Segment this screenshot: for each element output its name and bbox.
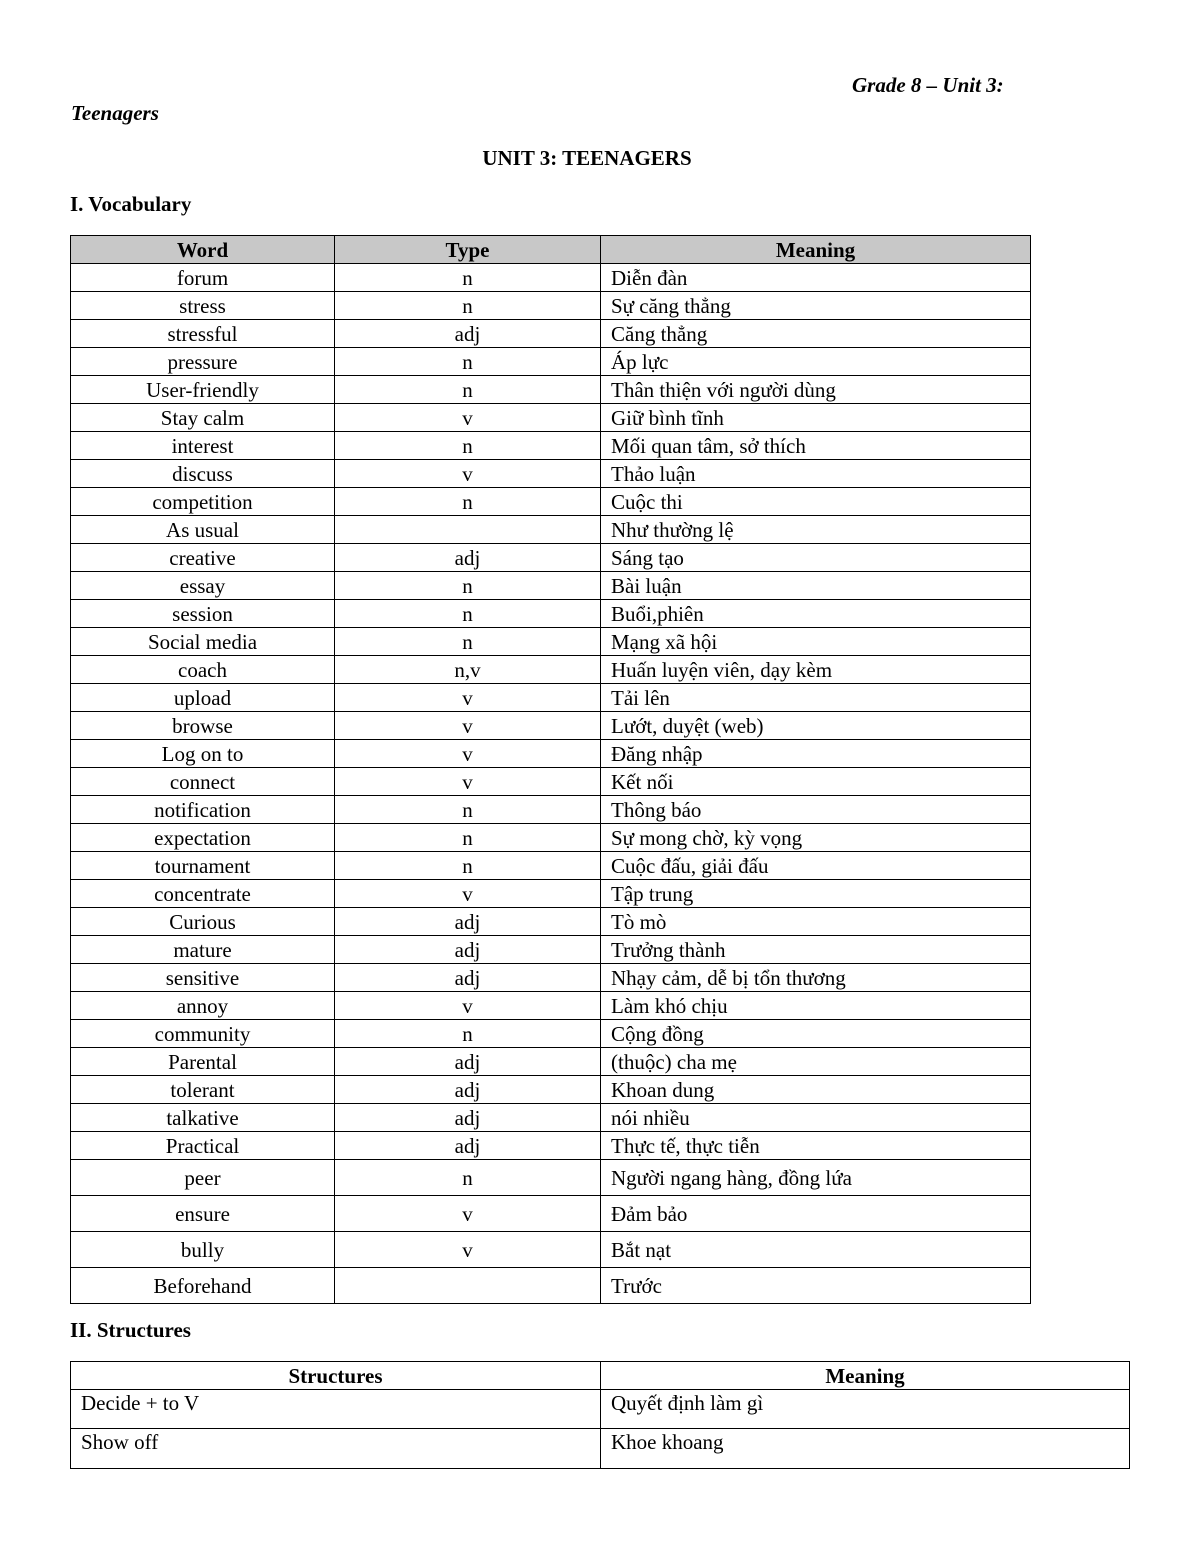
meaning-cell: Đăng nhập xyxy=(601,740,1031,768)
meaning-cell: Huấn luyện viên, dạy kèm xyxy=(601,656,1031,684)
meaning-cell: Cuộc thi xyxy=(601,488,1031,516)
table-row xyxy=(71,880,1031,908)
type-cell: v xyxy=(335,404,601,432)
meaning-cell: Mạng xã hội xyxy=(601,628,1031,656)
table-row xyxy=(71,432,1031,460)
word-cell: expectation xyxy=(71,824,335,852)
meaning-cell: Cuộc đấu, giải đấu xyxy=(601,852,1031,880)
meaning-cell: Buổi,phiên xyxy=(601,600,1031,628)
table-row xyxy=(71,1390,1130,1429)
word-cell: stressful xyxy=(71,320,335,348)
table-row xyxy=(71,1132,1031,1160)
table-row xyxy=(71,908,1031,936)
word-cell: tolerant xyxy=(71,1076,335,1104)
meaning-cell: Sự căng thẳng xyxy=(601,292,1031,320)
word-cell: forum xyxy=(71,264,335,292)
vocabulary-header-row xyxy=(71,236,1031,264)
vocabulary-heading: I. Vocabulary xyxy=(70,192,192,216)
word-cell: Practical xyxy=(71,1132,335,1160)
structures-heading: II. Structures xyxy=(70,1318,191,1342)
type-cell: v xyxy=(335,1196,601,1232)
type-cell: n xyxy=(335,376,601,404)
word-cell: Beforehand xyxy=(71,1268,335,1304)
table-row xyxy=(71,712,1031,740)
table-row xyxy=(71,544,1031,572)
word-cell: Stay calm xyxy=(71,404,335,432)
table-row xyxy=(71,1020,1031,1048)
table-row xyxy=(71,572,1031,600)
type-cell: n xyxy=(335,628,601,656)
table-row xyxy=(71,936,1031,964)
column-header-structure-meaning: Meaning xyxy=(601,1362,1130,1390)
type-cell: v xyxy=(335,684,601,712)
word-cell: essay xyxy=(71,572,335,600)
table-row xyxy=(71,1048,1031,1076)
table-row xyxy=(71,600,1031,628)
table-row xyxy=(71,796,1031,824)
header-unit-label: Grade 8 – Unit 3: xyxy=(852,73,1004,97)
word-cell: Parental xyxy=(71,1048,335,1076)
meaning-cell: Trước xyxy=(601,1268,1031,1304)
type-cell: n xyxy=(335,348,601,376)
word-cell: session xyxy=(71,600,335,628)
word-cell: As usual xyxy=(71,516,335,544)
column-header-word: Word xyxy=(71,236,335,264)
type-cell: n xyxy=(335,796,601,824)
meaning-cell: Thực tế, thực tiễn xyxy=(601,1132,1031,1160)
meaning-cell: Thân thiện với người dùng xyxy=(601,376,1031,404)
meaning-cell: nói nhiều xyxy=(601,1104,1031,1132)
meaning-cell: Tập trung xyxy=(601,880,1031,908)
meaning-cell: Tò mò xyxy=(601,908,1031,936)
structure-meaning-cell: Khoe khoang xyxy=(601,1429,1130,1469)
type-cell: adj xyxy=(335,1048,601,1076)
meaning-cell: Kết nối xyxy=(601,768,1031,796)
type-cell: n xyxy=(335,488,601,516)
word-cell: community xyxy=(71,1020,335,1048)
table-row xyxy=(71,964,1031,992)
type-cell: v xyxy=(335,712,601,740)
table-row xyxy=(71,488,1031,516)
table-row xyxy=(71,376,1031,404)
word-cell: bully xyxy=(71,1232,335,1268)
meaning-cell: Trưởng thành xyxy=(601,936,1031,964)
table-row xyxy=(71,824,1031,852)
table-row xyxy=(71,516,1031,544)
table-row xyxy=(71,460,1031,488)
column-header-structures: Structures xyxy=(71,1362,601,1390)
meaning-cell: Sáng tạo xyxy=(601,544,1031,572)
word-cell: creative xyxy=(71,544,335,572)
table-row xyxy=(71,1160,1031,1196)
table-row xyxy=(71,768,1031,796)
header-topic-label: Teenagers xyxy=(71,101,159,125)
word-cell: concentrate xyxy=(71,880,335,908)
meaning-cell: Cộng đồng xyxy=(601,1020,1031,1048)
type-cell: n xyxy=(335,1020,601,1048)
meaning-cell: Làm khó chịu xyxy=(601,992,1031,1020)
type-cell: adj xyxy=(335,1132,601,1160)
type-cell: adj xyxy=(335,1104,601,1132)
word-cell: discuss xyxy=(71,460,335,488)
type-cell: adj xyxy=(335,964,601,992)
meaning-cell: Đảm bảo xyxy=(601,1196,1031,1232)
meaning-cell: Thông báo xyxy=(601,796,1031,824)
type-cell: n xyxy=(335,852,601,880)
table-row xyxy=(71,684,1031,712)
meaning-cell: Áp lực xyxy=(601,348,1031,376)
meaning-cell: Khoan dung xyxy=(601,1076,1031,1104)
word-cell: sensitive xyxy=(71,964,335,992)
meaning-cell: Người ngang hàng, đồng lứa xyxy=(601,1160,1031,1196)
word-cell: pressure xyxy=(71,348,335,376)
meaning-cell: Bắt nạt xyxy=(601,1232,1031,1268)
word-cell: coach xyxy=(71,656,335,684)
page-title: UNIT 3: TEENAGERS xyxy=(482,146,692,170)
word-cell: tournament xyxy=(71,852,335,880)
word-cell: peer xyxy=(71,1160,335,1196)
table-row xyxy=(71,1268,1031,1304)
type-cell: n xyxy=(335,432,601,460)
word-cell: ensure xyxy=(71,1196,335,1232)
table-row xyxy=(71,320,1031,348)
type-cell: v xyxy=(335,460,601,488)
word-cell: connect xyxy=(71,768,335,796)
meaning-cell: Thảo luận xyxy=(601,460,1031,488)
type-cell xyxy=(335,516,601,544)
structure-cell: Show off xyxy=(71,1429,601,1469)
meaning-cell: Mối quan tâm, sở thích xyxy=(601,432,1031,460)
structures-header-row xyxy=(71,1362,1130,1390)
table-row xyxy=(71,852,1031,880)
table-row xyxy=(71,404,1031,432)
type-cell: n,v xyxy=(335,656,601,684)
table-row xyxy=(71,628,1031,656)
meaning-cell: Giữ bình tĩnh xyxy=(601,404,1031,432)
meaning-cell: Như thường lệ xyxy=(601,516,1031,544)
table-row xyxy=(71,292,1031,320)
type-cell: n xyxy=(335,292,601,320)
structure-cell: Decide + to V xyxy=(71,1390,601,1429)
column-header-meaning: Meaning xyxy=(601,236,1031,264)
meaning-cell: Lướt, duyệt (web) xyxy=(601,712,1031,740)
meaning-cell: Diễn đàn xyxy=(601,264,1031,292)
meaning-cell: Bài luận xyxy=(601,572,1031,600)
table-row xyxy=(71,1076,1031,1104)
word-cell: interest xyxy=(71,432,335,460)
type-cell: adj xyxy=(335,320,601,348)
word-cell: stress xyxy=(71,292,335,320)
word-cell: mature xyxy=(71,936,335,964)
word-cell: upload xyxy=(71,684,335,712)
table-row xyxy=(71,740,1031,768)
type-cell: n xyxy=(335,1160,601,1196)
word-cell: browse xyxy=(71,712,335,740)
word-cell: Curious xyxy=(71,908,335,936)
table-row xyxy=(71,1232,1031,1268)
word-cell: Social media xyxy=(71,628,335,656)
word-cell: talkative xyxy=(71,1104,335,1132)
type-cell: adj xyxy=(335,544,601,572)
word-cell: User-friendly xyxy=(71,376,335,404)
table-row xyxy=(71,264,1031,292)
word-cell: competition xyxy=(71,488,335,516)
meaning-cell: Tải lên xyxy=(601,684,1031,712)
type-cell xyxy=(335,1268,601,1304)
table-row xyxy=(71,1429,1130,1469)
meaning-cell: Căng thẳng xyxy=(601,320,1031,348)
meaning-cell: Sự mong chờ, kỳ vọng xyxy=(601,824,1031,852)
meaning-cell: (thuộc) cha mẹ xyxy=(601,1048,1031,1076)
type-cell: adj xyxy=(335,1076,601,1104)
type-cell: n xyxy=(335,572,601,600)
table-row xyxy=(71,348,1031,376)
type-cell: n xyxy=(335,264,601,292)
meaning-cell: Nhạy cảm, dễ bị tổn thương xyxy=(601,964,1031,992)
type-cell: n xyxy=(335,824,601,852)
column-header-type: Type xyxy=(335,236,601,264)
word-cell: notification xyxy=(71,796,335,824)
table-row xyxy=(71,1196,1031,1232)
type-cell: v xyxy=(335,992,601,1020)
type-cell: v xyxy=(335,740,601,768)
vocabulary-table xyxy=(70,235,1031,1304)
type-cell: v xyxy=(335,880,601,908)
structures-table xyxy=(70,1361,1130,1469)
type-cell: v xyxy=(335,768,601,796)
type-cell: v xyxy=(335,1232,601,1268)
table-row xyxy=(71,656,1031,684)
word-cell: annoy xyxy=(71,992,335,1020)
type-cell: adj xyxy=(335,908,601,936)
type-cell: n xyxy=(335,600,601,628)
table-row xyxy=(71,1104,1031,1132)
structure-meaning-cell: Quyết định làm gì xyxy=(601,1390,1130,1429)
table-row xyxy=(71,992,1031,1020)
type-cell: adj xyxy=(335,936,601,964)
word-cell: Log on to xyxy=(71,740,335,768)
